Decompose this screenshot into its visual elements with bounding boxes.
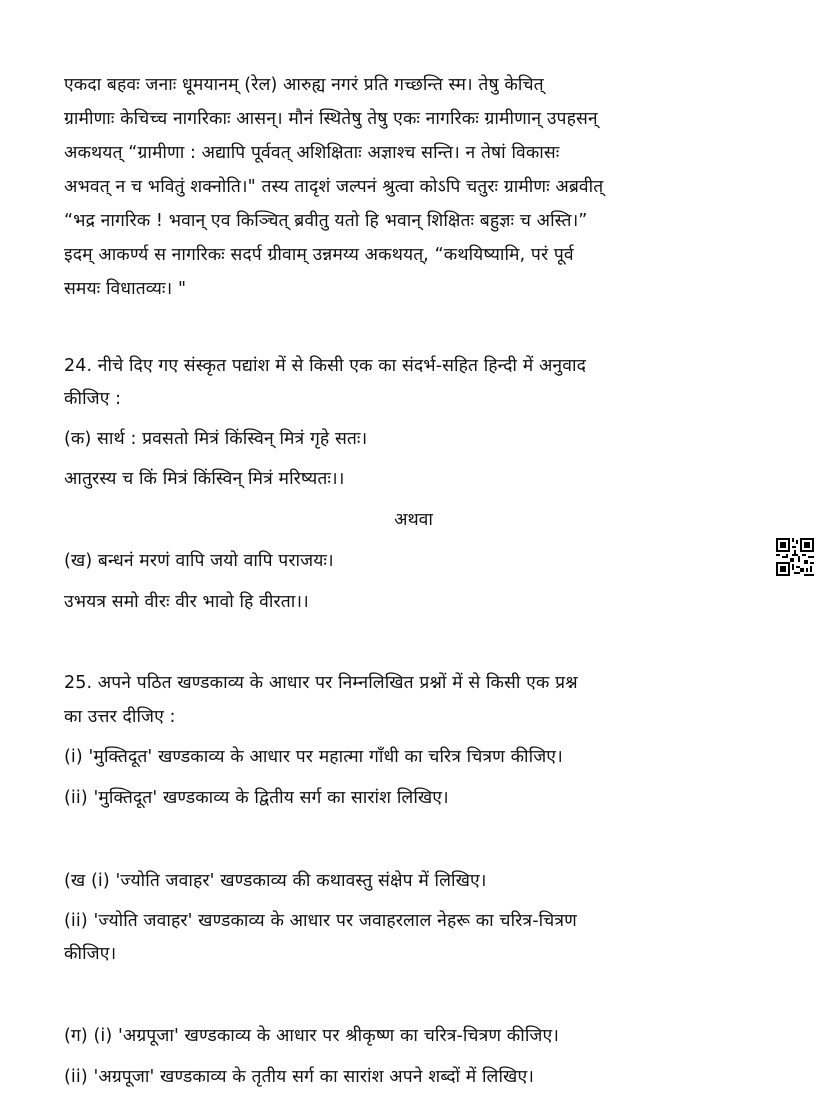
- question-25-prompt: 25. अपने पठित खण्डकाव्य के आधार पर निम्नलिखित प्रश्नों में से किसी एक प्रश्न: [64, 673, 578, 693]
- verse-a-line-1: (क) सार्थ : प्रवसतो मित्रं किंस्विन् मित्रं गृहे सतः।: [64, 429, 368, 449]
- option-ka-ii: (ii) 'मुक्तिदूत' खण्डकाव्य के द्वितीय सर्ग का सारांश लिखिए।: [64, 788, 449, 808]
- verse-b-line-1: (ख) बन्धनं मरणं वापि जयो वापि पराजयः।: [64, 551, 334, 571]
- question-24-prompt: 24. नीचे दिए गए संस्कृत पद्यांश में से किसी एक का संदर्भ-सहित हिन्दी में अनुवाद: [64, 356, 586, 376]
- passage-line: अभवत् न च भवितुं शक्नोति।" तस्य तादृशं जल्पनं श्रुत्वा कोऽपि चतुरः ग्रामीणः अब्रवीत्: [64, 177, 604, 197]
- option-kha-ii-cont: कीजिए।: [64, 944, 117, 964]
- option-ga-ii: (ii) 'अग्रपूजा' खण्डकाव्य के तृतीय सर्ग का सारांश अपने शब्दों में लिखिए।: [64, 1067, 534, 1087]
- question-25-prompt-cont: का उत्तर दीजिए :: [64, 707, 176, 727]
- option-kha-ii: (ii) 'ज्योति जवाहर' खण्डकाव्य के आधार पर जवाहरलाल नेहरू का चरित्र-चित्रण: [64, 911, 577, 931]
- option-ga-i: (ग) (i) 'अग्रपूजा' खण्डकाव्य के आधार पर श्रीकृष्ण का चरित्र-चित्रण कीजिए।: [64, 1026, 559, 1046]
- question-24-prompt-cont: कीजिए :: [64, 389, 122, 409]
- qr-code-icon: [776, 538, 814, 576]
- option-ka-i: (i) 'मुक्तिदूत' खण्डकाव्य के आधार पर महात्मा गाँधी का चरित्र चित्रण कीजिए।: [64, 747, 563, 767]
- verse-a-line-2: आतुरस्य च किं मित्रं किंस्विन् मित्रं मरिष्यतः।।: [64, 469, 345, 489]
- or-separator: अथवा: [394, 510, 433, 530]
- verse-b-line-2: उभयत्र समो वीरः वीर भावो हि वीरता।।: [64, 592, 309, 612]
- passage-line: अकथयत् “ग्रामीणा : अद्यापि पूर्ववत् अशिक्षिताः अज्ञाश्च सन्ति। न तेषां विकासः: [64, 143, 560, 163]
- passage-line: इदम् आकर्ण्य स नागरिकः सदर्प ग्रीवाम् उन्नमय्य अकथयत्, “कथयिष्यामि, परं पूर्व: [64, 245, 574, 265]
- passage-line: एकदा बहवः जनाः धूमयानम् (रेल) आरुह्य नगरं प्रति गच्छन्ति स्म। तेषु केचित्: [64, 75, 544, 95]
- option-kha-i: (ख (i) 'ज्योति जवाहर' खण्डकाव्य की कथावस्तु संक्षेप में लिखिए।: [64, 871, 487, 891]
- passage-line: समयः विधातव्यः। ": [64, 279, 187, 299]
- passage-line: “भद्र नागरिक ! भवान् एव किञ्चित् ब्रवीतु यतो हि भवान् शिक्षितः बहुज्ञः च अस्ति।”: [64, 211, 588, 231]
- passage-line: ग्रामीणाः केचिच्च नागरिकाः आसन्। मौनं स्थितेषु तेषु एकः नागरिकः ग्रामीणान् उपहसन्: [64, 109, 598, 129]
